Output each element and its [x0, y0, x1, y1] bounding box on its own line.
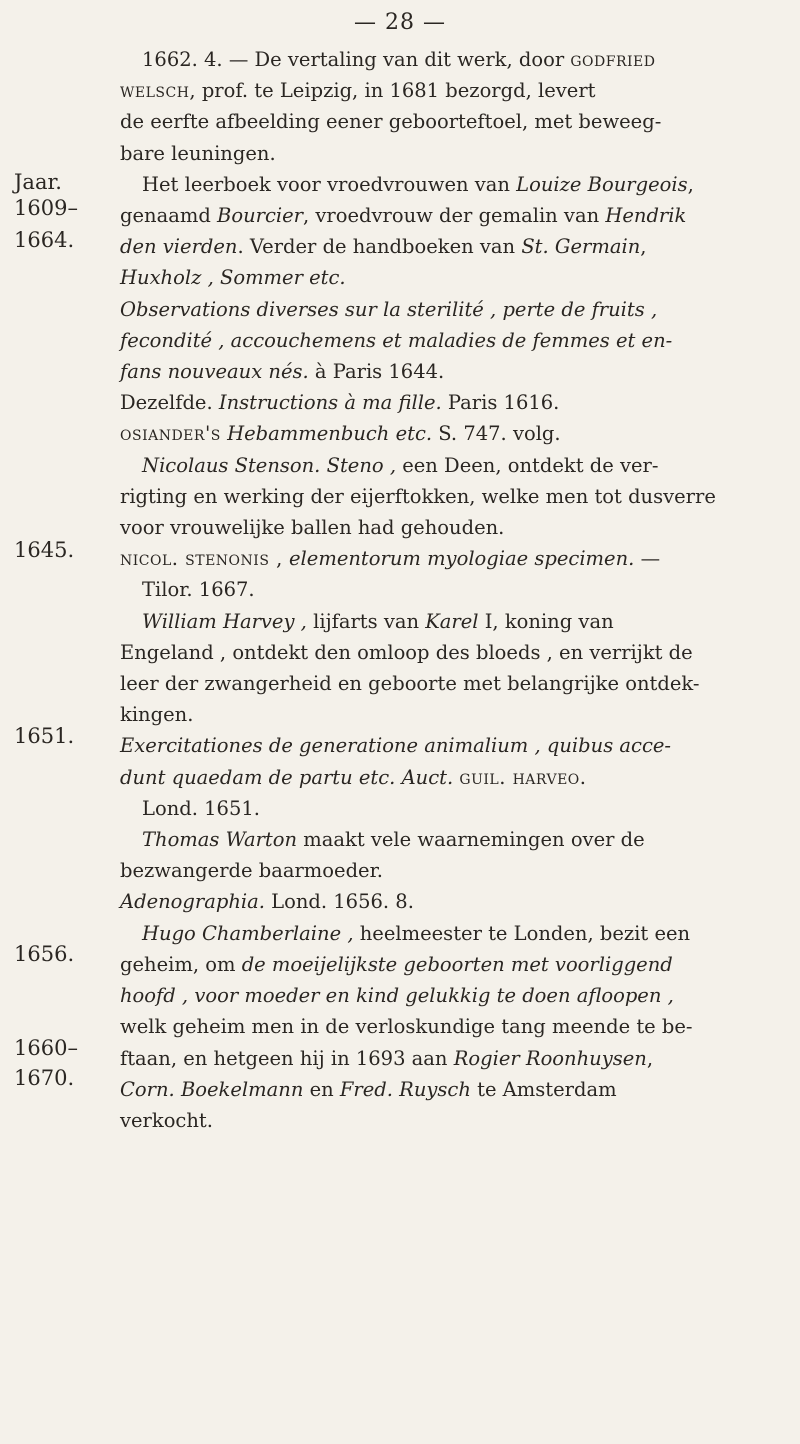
margin-year-1656: 1656.	[14, 942, 75, 966]
text-line: geheim, om de moeijelijkste geboorten met voorliggend	[120, 952, 673, 976]
text-line: Huxholz , Sommer etc.	[120, 266, 346, 290]
text-line: Hugo Chamberlaine , heelmeester te Londen, bezit een	[142, 921, 691, 945]
margin-year-1645: 1645.	[14, 538, 75, 562]
text-line: Lond. 1651.	[142, 796, 260, 820]
text-line: Tilor. 1667.	[142, 578, 255, 602]
text-line: welsch, prof. te Leipzig, in 1681 bezorgd, levert	[120, 79, 596, 103]
text-line: William Harvey , lijfarts van Karel I, koning van	[142, 609, 614, 633]
text-line: bare leuningen.	[120, 141, 276, 165]
margin-year-label: Jaar.	[14, 170, 62, 194]
text-line: rigting en werking der eijerftokken, welke men tot dusverre	[120, 484, 716, 508]
text-line: den vierden. Verder de handboeken van St. Germain,	[120, 235, 647, 259]
margin-year-1651: 1651.	[14, 724, 75, 748]
text-line: fecondité , accouchemens et maladies de femmes et en-	[120, 328, 673, 352]
text-line: fans nouveaux nés. à Paris 1644.	[120, 360, 445, 384]
text-line: de eerfte afbeelding eener geboorteftoel, met beweeg-	[120, 110, 662, 134]
text-line: hoofd , voor moeder en kind gelukkig te doen afloopen ,	[120, 984, 674, 1008]
body-text	[120, 44, 772, 1136]
text-line: Exercitationes de generatione animalium , quibus acce-	[120, 734, 672, 758]
text-line: bezwangerde baarmoeder.	[120, 859, 383, 883]
page-number: — 28 —	[354, 10, 446, 35]
text-line: osiander's Hebammenbuch etc. S. 747. volg.	[120, 422, 561, 446]
text-line: 1662. 4. — De vertaling van dit werk, door godfried	[142, 48, 656, 71]
text-line: Dezelfde. Instructions à ma fille. Paris 1616.	[120, 391, 560, 415]
text-line: Corn. Boekelmann en Fred. Ruysch te Amsterdam	[120, 1077, 617, 1101]
margin-year-1660: 1660–	[14, 1036, 78, 1060]
text-line: voor vrouwelijke ballen had gehouden.	[120, 516, 505, 540]
text-line: Het leerboek voor vroedvrouwen van Louize Bourgeois,	[142, 172, 694, 196]
text-line: leer der zwangerheid en geboorte met belangrijke ontdek-	[120, 672, 700, 696]
text-line: Adenographia. Lond. 1656. 8.	[120, 890, 414, 914]
text-line: Observations diverses sur la sterilité , perte de fruits ,	[120, 297, 658, 321]
margin-year-1609: 1609–	[14, 196, 78, 220]
text-line: dunt quaedam de partu etc. Auct. guil. harveo.	[120, 765, 587, 789]
text-line: ftaan, en hetgeen hij in 1693 aan Rogier Roonhuysen,	[120, 1046, 654, 1070]
text-line: kingen.	[120, 703, 194, 727]
text-line: verkocht.	[120, 1108, 213, 1132]
text-line: Nicolaus Stenson. Steno , een Deen, ontdekt de ver-	[142, 453, 659, 477]
text-line: nicol. stenonis , elementorum myologiae specimen. —	[120, 547, 661, 571]
margin-year-1670: 1670.	[14, 1066, 75, 1090]
text-line: genaamd Bourcier, vroedvrouw der gemalin van Hendrik	[120, 204, 687, 228]
text-line: welk geheim men in de verloskundige tang meende te be-	[120, 1015, 693, 1039]
margin-year-1664: 1664.	[14, 228, 75, 252]
text-line: Engeland , ontdekt den omloop des bloeds , en verrijkt de	[120, 640, 693, 664]
text-line: Thomas Warton maakt vele waarnemingen over de	[142, 828, 645, 852]
